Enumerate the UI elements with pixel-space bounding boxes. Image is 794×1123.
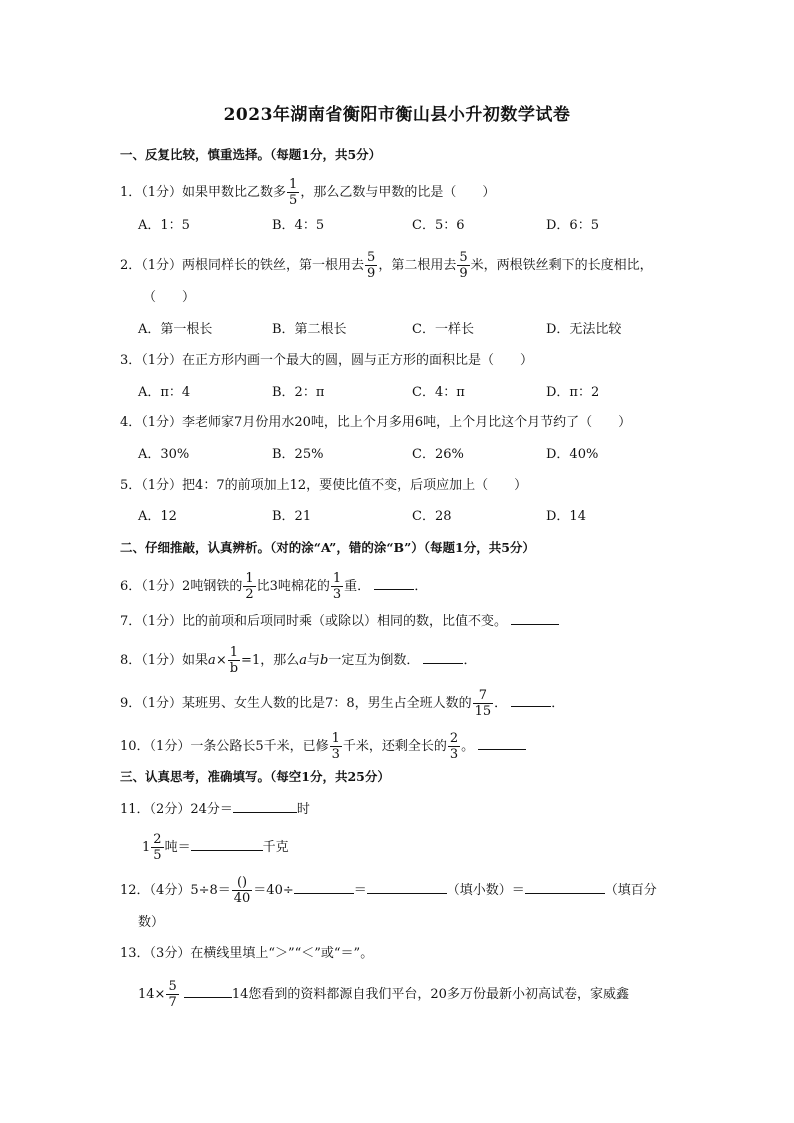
q8-answer-blank[interactable] (423, 651, 463, 664)
question-11-part-2 (142, 833, 289, 862)
q8-var-a2: a (299, 653, 307, 668)
q6-text-b: 比3吨棉花的 (256, 579, 330, 594)
q8-times: × (215, 653, 227, 668)
q13-rhs: 14您看到的资料都源自我们平台，20多万份最新小初高试卷，家威鑫 (231, 987, 629, 1002)
q5-option-a: A．12 (138, 509, 177, 524)
q4-option-d: D．40% (546, 447, 599, 462)
q5-option-c: C．28 (412, 509, 452, 524)
q11-fraction: $\frac{2}{5}$ (153, 832, 162, 863)
q13-blank-1[interactable] (184, 985, 232, 998)
question-3: 3．（1分）在正方形内画一个最大的圆，圆与正方形的面积比是（ ） (120, 353, 534, 368)
q9-text-b: ． (494, 696, 508, 711)
q4-option-a: A．30% (138, 447, 190, 462)
q11-blank-2[interactable] (191, 838, 263, 851)
q12-fraction: $\frac{()}{40}$ (233, 875, 251, 906)
question-13: 13．（3分）在横线里填上“＞”“＜”或“＝”。 (120, 946, 374, 961)
q8-text-b: =1，那么 (241, 653, 300, 668)
q6-answer-blank[interactable] (374, 577, 414, 590)
q1-options (138, 217, 698, 235)
q12-text-a: 12．（4分）5÷8＝ (120, 883, 231, 898)
q6-text-a: 6．（1分）2吨钢铁的 (120, 579, 243, 594)
q2-option-d: D．无法比较 (546, 322, 622, 337)
q3-option-b: B．2：π (272, 385, 325, 400)
q5-option-b: B．21 (272, 509, 312, 524)
q1-fraction: $\frac{1}{5}$ (289, 177, 298, 208)
question-2 (120, 251, 653, 280)
section-1-heading: 一、反复比较，慎重选择。（每题1分，共5分） (120, 147, 382, 162)
q11-text-c: 吨＝ (164, 840, 191, 855)
q13-fraction: $\frac{5}{7}$ (168, 979, 177, 1010)
q10-fraction-2: $\frac{2}{3}$ (449, 731, 459, 762)
q2-paren: （ ） (143, 290, 196, 305)
q5-option-d: D．14 (546, 509, 586, 524)
q9-fraction: $\frac{7}{15}$ (474, 688, 492, 719)
q12-blank-3[interactable] (525, 881, 605, 894)
q2-option-c: C．一样长 (412, 322, 474, 337)
question-9 (120, 689, 564, 718)
q10-fraction-1: $\frac{1}{3}$ (331, 731, 340, 762)
q9-text-a: 9．（1分）某班男、女生人数的比是7：8，男生占全班人数的 (120, 696, 472, 711)
question-10 (120, 732, 526, 761)
q12-text-e: （填百分 (604, 883, 657, 898)
q11-text-b: 时 (296, 802, 310, 817)
q1-option-d: D．6：5 (546, 218, 599, 233)
q3-option-c: C．4：π (412, 385, 465, 400)
q3-options (138, 384, 698, 402)
q6-end: ． (414, 579, 428, 594)
q1-text-b: ，那么乙数与甲数的比是（ ） (300, 185, 496, 200)
q8-text-d: 一定互为倒数． (328, 653, 420, 668)
q9-end: ． (551, 696, 565, 711)
q11-text-a: 11．（2分）24分＝ (120, 802, 233, 817)
page-title: 2023年湖南省衡阳市衡山县小升初数学试卷 (223, 105, 571, 125)
q6-text-c: 重． (344, 579, 371, 594)
question-12 (120, 876, 657, 905)
q8-fraction: $\frac{1}{b}$ (229, 645, 239, 676)
q12-text-c: ＝ (353, 883, 367, 898)
q2-options (138, 321, 698, 339)
q5-options (138, 508, 698, 526)
q8-var-b: b (320, 653, 329, 668)
q2-fraction-2: $\frac{5}{9}$ (459, 250, 468, 281)
q11-text-d: 千克 (262, 840, 289, 855)
q7-answer-blank[interactable] (511, 612, 559, 625)
q10-text-a: 10．（1分）一条公路长5千米，已修 (120, 739, 329, 754)
q10-answer-blank[interactable] (478, 737, 526, 750)
q13-lhs: 14× (138, 987, 166, 1002)
q6-fraction-1: $\frac{1}{2}$ (245, 571, 254, 602)
q8-var-a: a (208, 653, 216, 668)
q2-text-c: 米，两根铁丝剩下的长度相比， (470, 258, 653, 273)
q1-option-b: B．4：5 (272, 218, 325, 233)
q12-text-b: ＝40÷ (253, 883, 294, 898)
section-2-heading: 二、仔细推敲，认真辨析。（对的涂“A”，错的涂“B”）（每题1分，共5分） (120, 540, 535, 555)
q3-option-a: A．π：4 (138, 385, 191, 400)
q11-blank-1[interactable] (233, 800, 297, 813)
q2-option-a: A．第一根长 (138, 322, 213, 337)
q12-text-d: （填小数）＝ (446, 883, 525, 898)
q12-continuation: 数） (138, 915, 165, 930)
q2-option-b: B．第二根长 (272, 322, 347, 337)
q10-text-b: 千米，还剩全长的 (342, 739, 447, 754)
question-4: 4．（1分）李老师家7月份用水20吨，比上个月多用6吨，上个月比这个月节约了（ ） (120, 415, 632, 430)
q8-text-a: 8．（1分）如果 (120, 653, 209, 668)
question-8 (120, 646, 477, 675)
question-7 (120, 612, 559, 631)
q2-text-b: ，第二根用去 (378, 258, 457, 273)
q9-answer-blank[interactable] (511, 694, 551, 707)
q8-text-c: 与 (306, 653, 320, 668)
q6-fraction-2: $\frac{1}{3}$ (332, 571, 342, 602)
q8-end: ． (463, 653, 477, 668)
q4-option-b: B．25% (272, 447, 324, 462)
q12-blank-1[interactable] (294, 881, 354, 894)
q4-option-c: C．26% (412, 447, 464, 462)
q2-text-a: 2．（1分）两根同样长的铁丝，第一根用去 (120, 258, 365, 273)
question-11 (120, 800, 310, 819)
question-5: 5．（1分）把4：7的前项加上12，要使比值不变，后项应加上（ ） (120, 478, 528, 493)
q4-options (138, 446, 698, 464)
q7-text: 7．（1分）比的前项和后项同时乘（或除以）相同的数，比值不变。 (120, 614, 508, 629)
q12-blank-2[interactable] (367, 881, 447, 894)
q11-whole: 1 (142, 840, 151, 855)
section-3-heading: 三、认真思考，准确填写。（每空1分，共25分） (120, 769, 390, 784)
q2-fraction-1: $\frac{5}{9}$ (367, 250, 376, 281)
question-1 (120, 178, 495, 207)
q1-text-a: 1．（1分）如果甲数比乙数多 (120, 185, 287, 200)
q3-option-d: D．π：2 (546, 385, 600, 400)
q1-option-a: A．1：5 (138, 218, 190, 233)
question-6 (120, 572, 427, 601)
q13-expression (138, 980, 629, 1009)
q10-text-c: 。 (461, 739, 475, 754)
q1-option-c: C．5：6 (412, 218, 465, 233)
